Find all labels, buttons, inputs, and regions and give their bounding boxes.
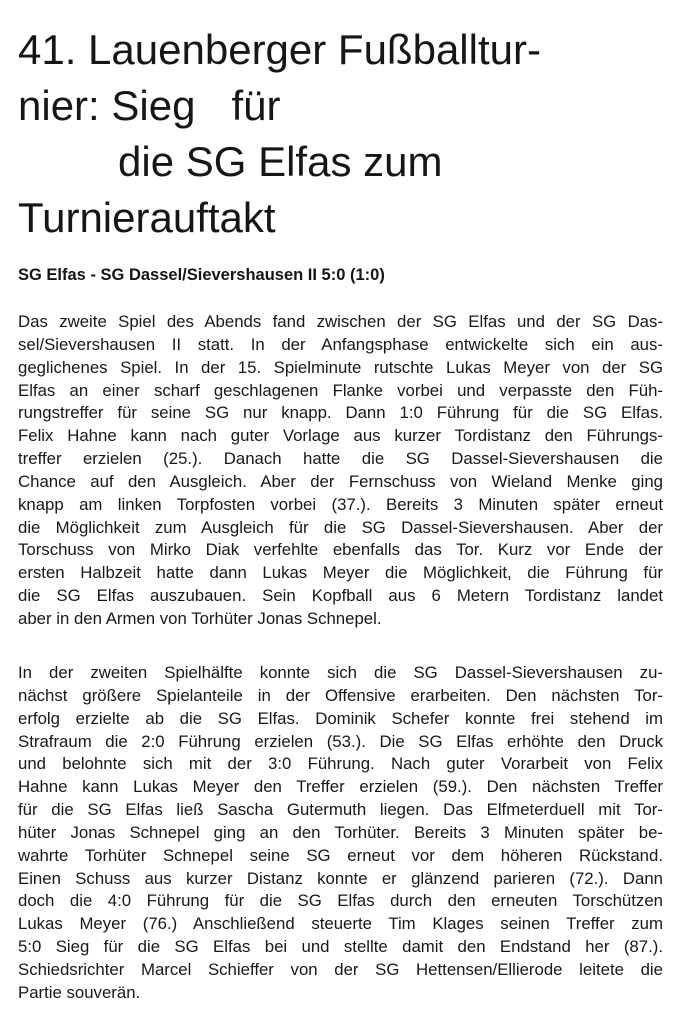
- paragraph-1-line: Elfas an einer scharf geschlagenen Flanke vorbei und verpasste den Füh-: [18, 380, 663, 400]
- paragraph-2-line: Partie souverän.: [18, 982, 141, 1002]
- paragraph-2-line: Lukas Meyer (76.) Anschließend steuerte Tim Klages seinen Treffer zum: [18, 914, 663, 934]
- paragraph-2-line: In der zweiten Spielhälfte konnte sich die SG Dassel-Sievershausen zu-: [18, 663, 663, 682]
- paragraph-2-line: Einen Schuss aus kurzer Distanz konnte er glänzend parieren (72.). Dann: [18, 868, 663, 888]
- headline-line-2-part-b: für: [231, 82, 281, 129]
- paragraph-2-line: 5:0 Sieg für die SG Elfas bei und stellte damit den Endstand her (87.).: [18, 937, 663, 957]
- paragraph-1-line: die Möglichkeit zum Ausgleich für die SG Dassel-Sievershausen. Aber der: [18, 517, 663, 537]
- article-paragraph-1: [18, 311, 663, 631]
- paragraph-1-line: die SG Elfas auszubauen. Sein Kopfball aus 6 Metern Tordistanz landet: [18, 586, 663, 606]
- paragraph-1-line: treffer erzielen (25.). Danach hatte die SG Dassel-Sievershausen die: [18, 449, 663, 469]
- paragraph-1-line: ersten Halbzeit hatte dann Lukas Meyer die Möglichkeit, die Führung für: [18, 563, 663, 583]
- paragraph-2-line: Schiedsrichter Marcel Schieffer von der SG Hettensen/Ellierode leitete die: [18, 959, 663, 979]
- article-paragraph-2: [18, 662, 663, 1005]
- paragraph-1-line: Torschuss von Mirko Diak verfehlte ebenfalls das Tor. Kurz vor Ende der: [18, 540, 663, 560]
- headline-line-2: [18, 78, 668, 134]
- paragraph-2-line: erfolg erzielte ab die SG Elfas. Dominik Schefer konnte frei stehend im: [18, 708, 663, 728]
- paragraph-1-line: Das zweite Spiel des Abends fand zwischen der SG Elfas und der SG Das-: [18, 312, 663, 331]
- paragraph-2-line: doch die 4:0 Führung für die SG Elfas durch den erneuten Torschützen: [18, 891, 663, 911]
- paragraph-1-line: sel/Sievershausen II statt. In der Anfangsphase entwickelte sich ein aus-: [18, 334, 663, 354]
- paragraph-2-line: Strafraum die 2:0 Führung erzielen (53.). Die SG Elfas erhöhte den Druck: [18, 731, 663, 751]
- paragraph-1-line: geglichenes Spiel. In der 15. Spielminute rutschte Lukas Meyer von der SG: [18, 357, 663, 377]
- headline-line-1: 41. Lauenberger Fußballtur-: [18, 26, 541, 73]
- paragraph-1-line: Chance auf den Ausgleich. Aber der Fernschuss von Wieland Menke ging: [18, 471, 663, 491]
- paragraph-2-line: wahrte Torhüter Schnepel seine SG erneut vor dem höheren Rückstand.: [18, 845, 663, 865]
- paragraph-1-line: Felix Hahne kann nach guter Vorlage aus kurzer Tordistanz den Führungs-: [18, 426, 663, 446]
- paragraph-2-line: Hahne kann Lukas Meyer den Treffer erzielen (59.). Den nächsten Treffer: [18, 777, 663, 797]
- paragraph-1-line: rungstreffer für seine SG nur knapp. Dann 1:0 Führung für die SG Elfas.: [18, 403, 663, 423]
- headline-line-3: die SG Elfas zum: [118, 138, 443, 185]
- article-headline: [18, 22, 668, 246]
- paragraph-2-line: hüter Jonas Schnepel ging an den Torhüter. Bereits 3 Minuten später be-: [18, 822, 663, 842]
- paragraph-2-line: und belohnte sich mit der 3:0 Führung. Nach guter Vorarbeit von Felix: [18, 754, 663, 774]
- paragraph-2-line: nächst größere Spielanteile in der Offensive erarbeiten. Den nächsten Tor-: [18, 685, 663, 705]
- paragraph-2-line: für die SG Elfas ließ Sascha Gutermuth liegen. Das Elfmeterduell mit Tor-: [18, 800, 663, 820]
- paragraph-1-line: aber in den Armen von Torhüter Jonas Schnepel.: [18, 608, 382, 628]
- headline-line-2-part-a: nier: Sieg: [18, 82, 196, 129]
- match-result-subtitle: SG Elfas - SG Dassel/Sievershausen II 5:0 (1:0): [18, 266, 385, 284]
- paragraph-1-line: knapp am linken Torpfosten vorbei (37.). Bereits 3 Minuten später erneut: [18, 494, 663, 514]
- headline-line-4: Turnierauftakt: [18, 194, 276, 241]
